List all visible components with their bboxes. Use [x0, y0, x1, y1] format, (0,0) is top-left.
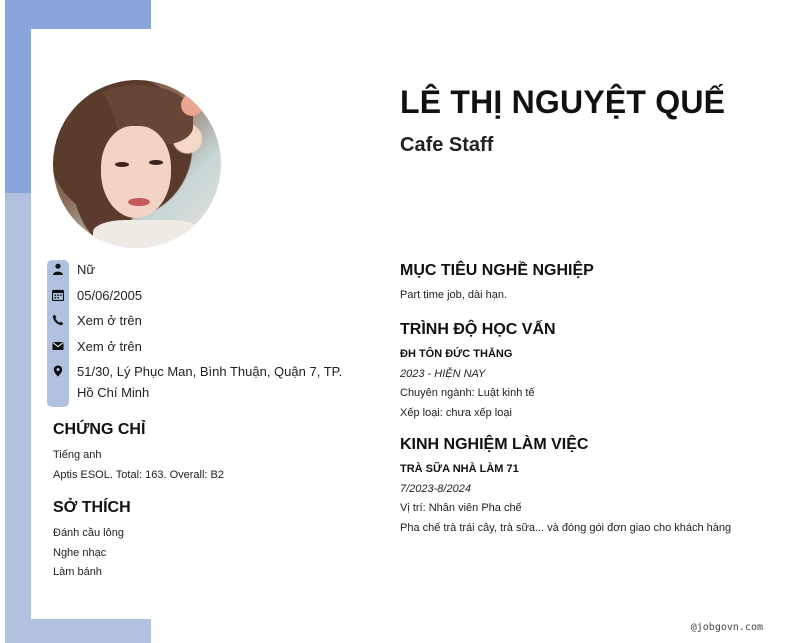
hobby-item: Làm bánh	[53, 566, 102, 578]
certificates-section	[53, 421, 353, 485]
education-rank: Xếp loại: chưa xếp loại	[400, 406, 512, 419]
certificate-item: Aptis ESOL. Total: 163. Overall: B2	[53, 468, 224, 481]
education-period: 2023 - HIỆN NAY	[400, 367, 486, 380]
email-text: Xem ở trên	[77, 339, 142, 354]
candidate-name: LÊ THỊ NGUYỆT QUẾ	[400, 84, 726, 120]
experience-period: 7/2023-8/2024	[400, 482, 471, 495]
experience-description: Pha chế trà trái cây, trà sữa... và đóng gói đơn giao cho khách hàng	[400, 521, 732, 534]
job-title: Cafe Staff	[400, 134, 494, 156]
contact-address	[47, 361, 357, 403]
certificate-item: Tiếng anh	[53, 449, 102, 461]
contact-email	[47, 336, 357, 357]
experience-title: KINH NGHIỆM LÀM VIỆC	[400, 436, 589, 453]
hobbies-section	[53, 499, 353, 583]
address-text: 51/30, Lý Phục Man, Bình Thuận, Quận 7, TP. Hồ Chí Minh	[77, 364, 343, 400]
avatar	[53, 80, 221, 248]
education-major: Chuyên ngành: Luật kinh tế	[400, 387, 535, 399]
contact-birthday	[47, 285, 357, 306]
hobbies-title: SỞ THÍCH	[53, 499, 131, 516]
objective-title: MỤC TIÊU NGHỀ NGHIỆP	[400, 262, 594, 279]
phone-text: Xem ở trên	[77, 313, 142, 328]
experience-section	[400, 436, 780, 538]
watermark: @jobgovn.com	[690, 622, 763, 633]
hobby-item: Nghe nhạc	[53, 546, 107, 559]
experience-position: Vị trí: Nhân viên Pha chế	[400, 502, 522, 514]
calendar-icon	[47, 285, 69, 305]
education-section	[400, 321, 780, 423]
education-title: TRÌNH ĐỘ HỌC VẤN	[400, 321, 556, 338]
hobby-item: Đánh cầu lông	[53, 527, 124, 539]
gender-text: Nữ	[77, 262, 96, 277]
contact-phone	[47, 310, 357, 331]
certificates-title: CHỨNG CHỈ	[53, 421, 146, 438]
decor-side-strip	[5, 193, 31, 643]
objective-text: Part time job, dài hạn.	[400, 289, 508, 301]
company-name: TRÀ SỮA NHÀ LÀM 71	[400, 463, 519, 475]
person-icon	[47, 259, 69, 279]
location-icon	[47, 361, 69, 381]
school-name: ĐH TÔN ĐỨC THẮNG	[400, 348, 513, 360]
objective-section	[400, 262, 780, 306]
phone-icon	[47, 310, 69, 330]
birthday-text: 05/06/2005	[77, 288, 143, 303]
contact-gender	[47, 259, 357, 280]
decor-bottom-block	[5, 619, 151, 643]
mail-icon	[47, 336, 69, 356]
